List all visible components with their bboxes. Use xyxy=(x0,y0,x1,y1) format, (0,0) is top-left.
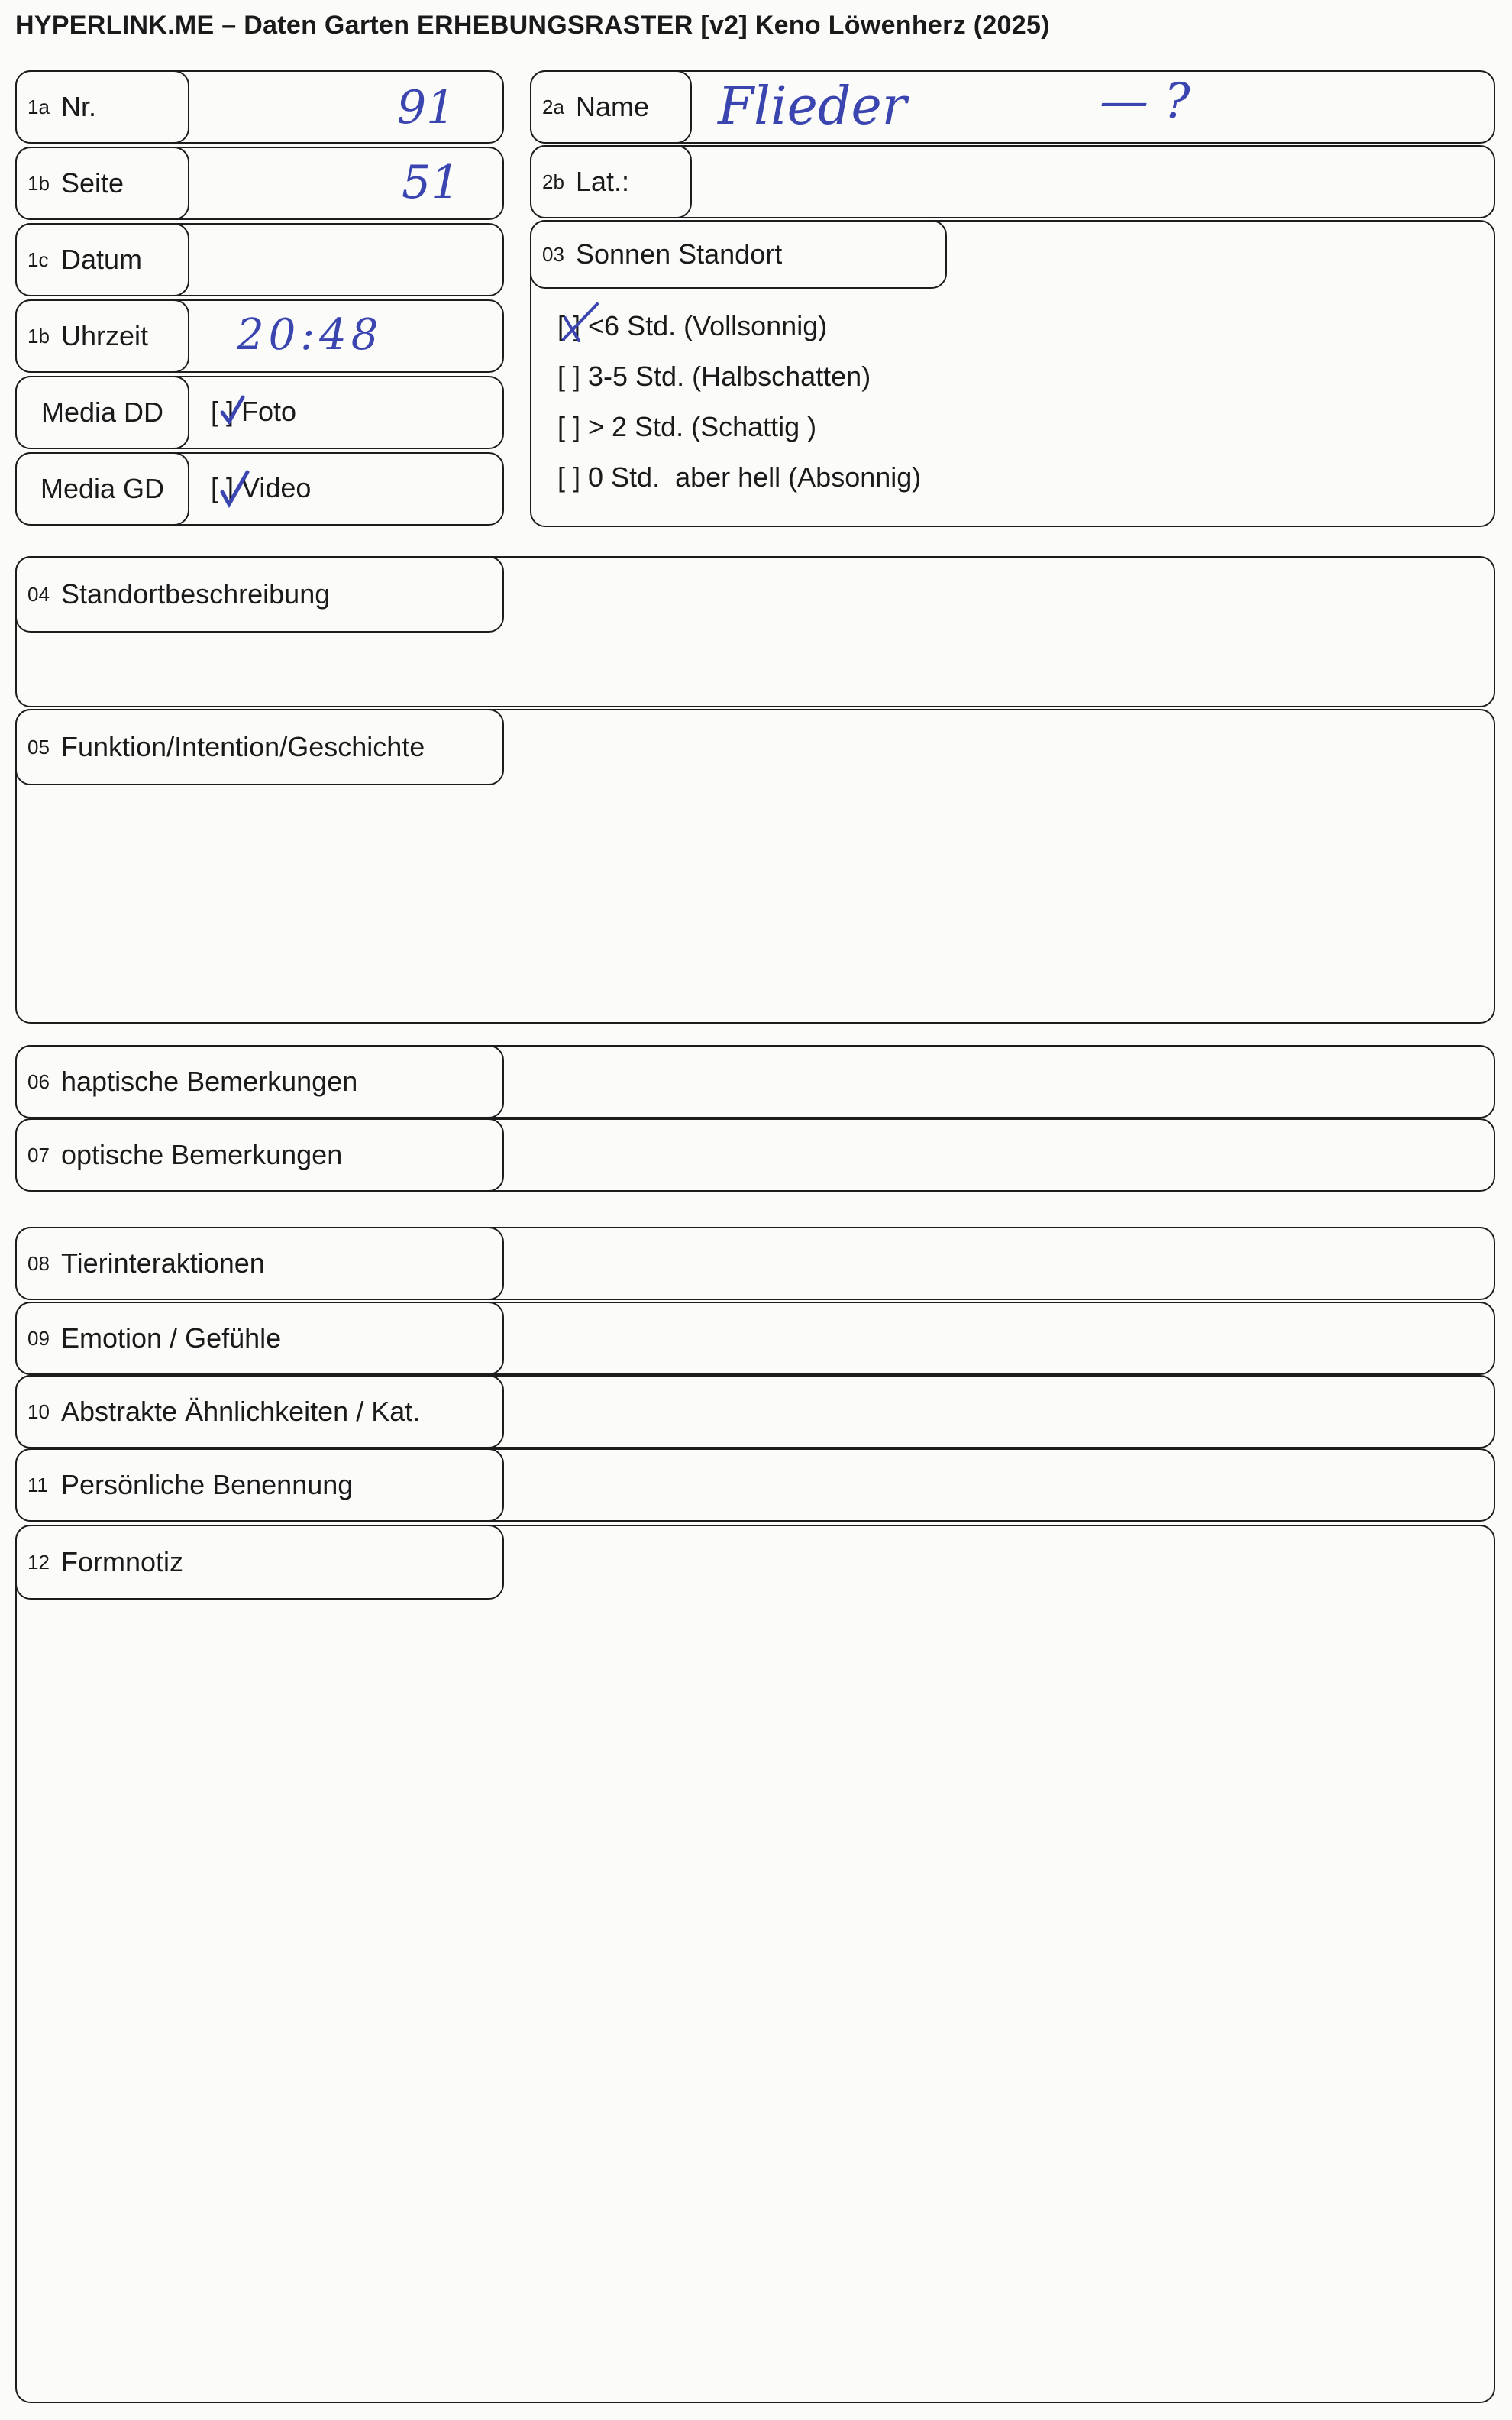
field-uhrzeit-tab xyxy=(15,299,189,373)
section-number: 09 xyxy=(27,1326,50,1350)
section-formnotiz-box[interactable] xyxy=(15,1525,1495,2403)
section-label: optische Bemerkungen xyxy=(61,1139,343,1170)
uhrzeit-value: 20:48 xyxy=(237,310,383,360)
media-dd-tab xyxy=(15,376,189,449)
seite-value: 51 xyxy=(402,156,460,209)
section-label: Formnotiz xyxy=(61,1546,184,1577)
field-label: Sonnen Standort xyxy=(576,238,783,270)
section-number: 06 xyxy=(27,1069,50,1093)
sun-tab xyxy=(530,220,947,289)
sun-option-halbschatten[interactable]: [ ] 3-5 Std. (Halbschatten) xyxy=(557,361,871,392)
field-number: 03 xyxy=(542,242,564,266)
form-title: HYPERLINK.ME – Daten Garten ERHEBUNGSRASTER [v2] Keno Löwenherz (2025) xyxy=(15,11,1050,40)
section-number: 12 xyxy=(27,1550,50,1574)
checkmark-icon xyxy=(218,393,249,431)
section-number: 05 xyxy=(27,735,50,759)
name-extra: — ? xyxy=(1100,73,1191,130)
field-label: Name xyxy=(576,91,650,122)
field-name-tab xyxy=(530,70,692,144)
field-number: 1b xyxy=(27,171,50,195)
media-dd-option[interactable]: [ ] Foto xyxy=(211,396,297,427)
sun-option-vollsonnig[interactable]: [ ] <6 Std. (Vollsonnig) xyxy=(557,310,828,341)
section-label: Standortbeschreibung xyxy=(61,578,331,610)
section-label: haptische Bemerkungen xyxy=(61,1066,358,1097)
field-label: Nr. xyxy=(61,91,97,122)
section-label: Tierinteraktionen xyxy=(61,1247,265,1279)
field-label: Lat.: xyxy=(576,166,630,197)
section-label: Funktion/Intention/Geschichte xyxy=(61,731,425,762)
field-label: Media DD xyxy=(40,396,164,428)
field-label: Media GD xyxy=(40,473,165,504)
name-value: Flieder xyxy=(718,76,907,137)
sun-option-absonnig[interactable]: [ ] 0 Std. aber hell (Absonnig) xyxy=(557,461,922,493)
section-haptisch-tab xyxy=(15,1045,504,1118)
section-label: Persönliche Benennung xyxy=(61,1469,354,1500)
section-emotion-tab xyxy=(15,1302,504,1375)
media-gd-option[interactable]: [ ] Video xyxy=(211,472,312,503)
field-seite-tab xyxy=(15,147,189,220)
section-label: Emotion / Gefühle xyxy=(61,1322,282,1354)
section-number: 08 xyxy=(27,1251,50,1275)
section-optisch-tab xyxy=(15,1118,504,1192)
media-gd-tab xyxy=(15,452,189,526)
field-nr-tab xyxy=(15,70,189,144)
cross-mark-icon xyxy=(554,299,608,347)
field-number: 2b xyxy=(542,170,564,193)
section-benennung-tab xyxy=(15,1448,504,1522)
checkmark-icon xyxy=(218,467,252,510)
section-number: 11 xyxy=(27,1473,48,1496)
nr-value: 91 xyxy=(397,81,456,134)
field-number: 2a xyxy=(542,95,564,118)
field-label: Seite xyxy=(61,167,124,199)
field-lat-tab xyxy=(530,145,692,218)
sun-option-schattig[interactable]: [ ] > 2 Std. (Schattig ) xyxy=(557,411,817,442)
section-abstrakt-tab xyxy=(15,1375,504,1448)
section-number: 04 xyxy=(27,582,50,606)
field-label: Datum xyxy=(61,244,143,275)
section-number: 07 xyxy=(27,1143,50,1166)
section-number: 10 xyxy=(27,1399,50,1423)
field-number: 1b xyxy=(27,324,50,348)
field-label: Uhrzeit xyxy=(61,320,149,351)
field-number: 1a xyxy=(27,95,50,118)
section-funktion-tab xyxy=(15,709,504,785)
field-datum-tab xyxy=(15,223,189,296)
section-formnotiz-tab xyxy=(15,1525,504,1600)
section-tier-tab xyxy=(15,1227,504,1300)
section-standortbeschreibung-tab xyxy=(15,556,504,632)
section-label: Abstrakte Ähnlichkeiten / Kat. xyxy=(61,1396,421,1427)
field-number: 1c xyxy=(27,247,49,271)
